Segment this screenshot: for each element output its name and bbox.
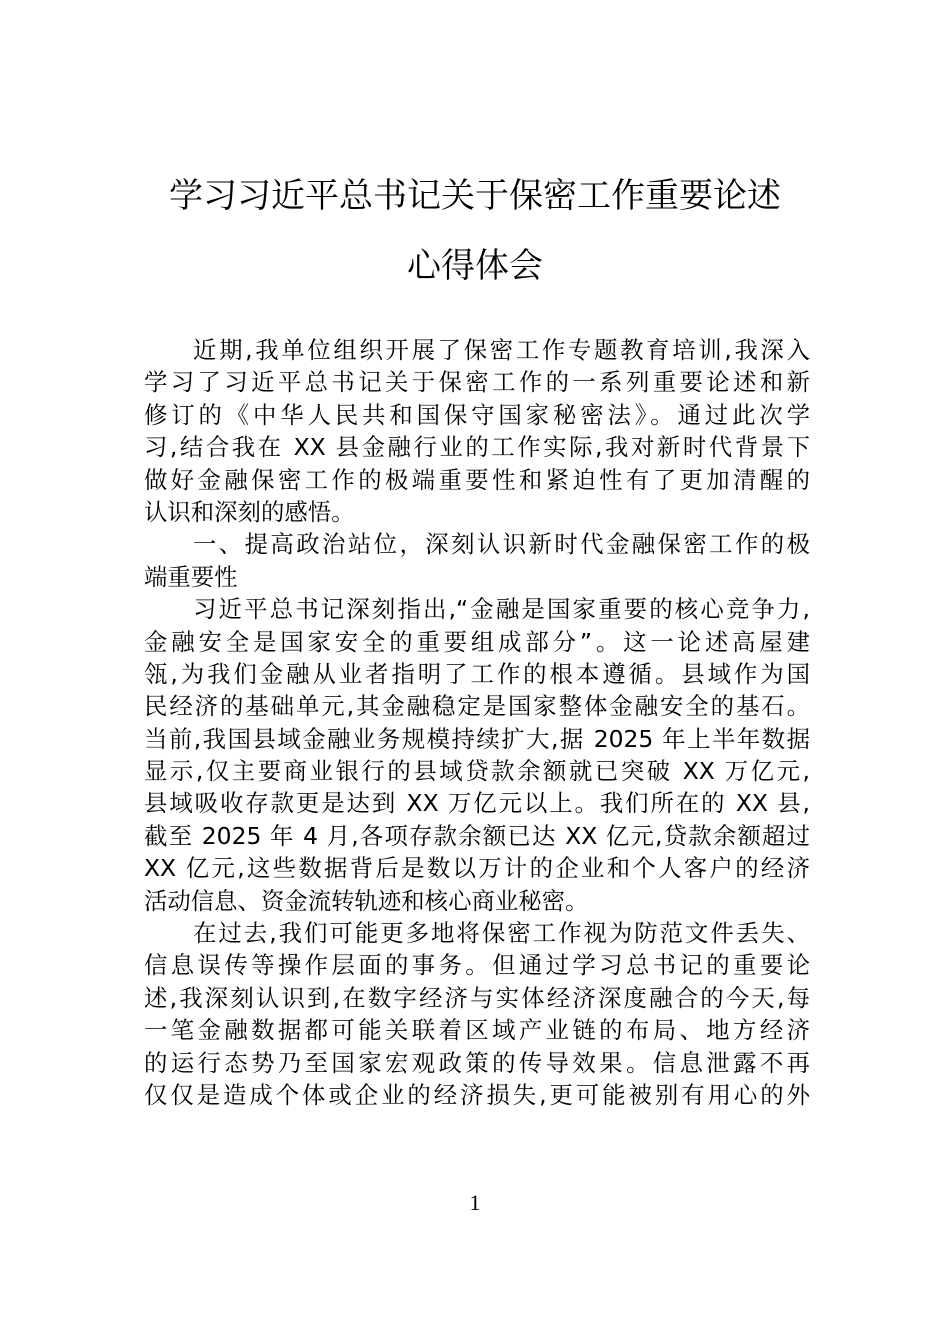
paragraph-line: 述,我深刻认识到,在数字经济与实体经济深度融合的今天,每 [144,983,810,1012]
paragraph-line: 民经济的基础单元,其金融稳定是国家整体金融安全的基石。 [144,692,810,721]
paragraph-line: 仅仅是造成个体或企业的经济损失,更可能被别有用心的外 [144,1080,810,1109]
document-title-line-2: 心得体会 [407,246,543,286]
paragraph-line: 习,结合我在 XX 县金融行业的工作实际,我对新时代背景下 [144,433,810,462]
page-number: 1 [469,1190,481,1215]
paragraph-line: 在过去,我们可能更多地将保密工作视为防范文件丢失、 [193,919,810,948]
document-body [144,334,810,1111]
paragraph-line: 的运行态势乃至国家宏观政策的传导效果。信息泄露不再 [144,1048,810,1077]
section-heading-line: 一、提高政治站位，深刻认识新时代金融保密工作的极 [193,530,810,559]
paragraph-line: 显示,仅主要商业银行的县域贷款余额就已突破 XX 万亿元, [144,757,810,786]
paragraph-line: 认识和深刻的感悟。 [144,497,355,526]
paragraph-line: 习近平总书记深刻指出,“金融是国家重要的核心竞争力, [193,595,810,624]
paragraph-line: 信息误传等操作层面的事务。但通过学习总书记的重要论 [144,951,810,980]
paragraph-line: 金融安全是国家安全的重要组成部分”。这一论述高屋建 [144,627,810,656]
paragraph-line: XX 亿元,这些数据背后是数以万计的企业和个人客户的经济 [144,854,810,883]
paragraph-line: 学习了习近平总书记关于保密工作的一系列重要论述和新 [144,368,810,397]
paragraph-line: 做好金融保密工作的极端重要性和紧迫性有了更加清醒的 [144,465,810,494]
paragraph-line: 修订的《中华人民共和国保守国家秘密法》。通过此次学 [144,400,810,429]
paragraph-line: 一笔金融数据都可能关联着区域产业链的布局、地方经济 [144,1016,810,1045]
paragraph-line: 县域吸收存款更是达到 XX 万亿元以上。我们所在的 XX 县, [144,789,810,818]
paragraph-line: 当前,我国县域金融业务规模持续扩大,据 2025 年上半年数据 [144,724,810,753]
paragraph-line: 瓴,为我们金融从业者指明了工作的根本遵循。县域作为国 [144,659,810,688]
paragraph-line: 近期,我单位组织开展了保密工作专题教育培训,我深入 [193,336,810,364]
paragraph-line: 活动信息、资金流转轨迹和核心商业秘密。 [144,886,589,915]
paragraph-line: 截至 2025 年 4 月,各项存款余额已达 XX 亿元,贷款余额超过 [144,821,810,850]
section-heading-line: 端重要性 [144,562,238,591]
document-title-line-1: 学习习近平总书记关于保密工作重要论述 [169,176,781,216]
